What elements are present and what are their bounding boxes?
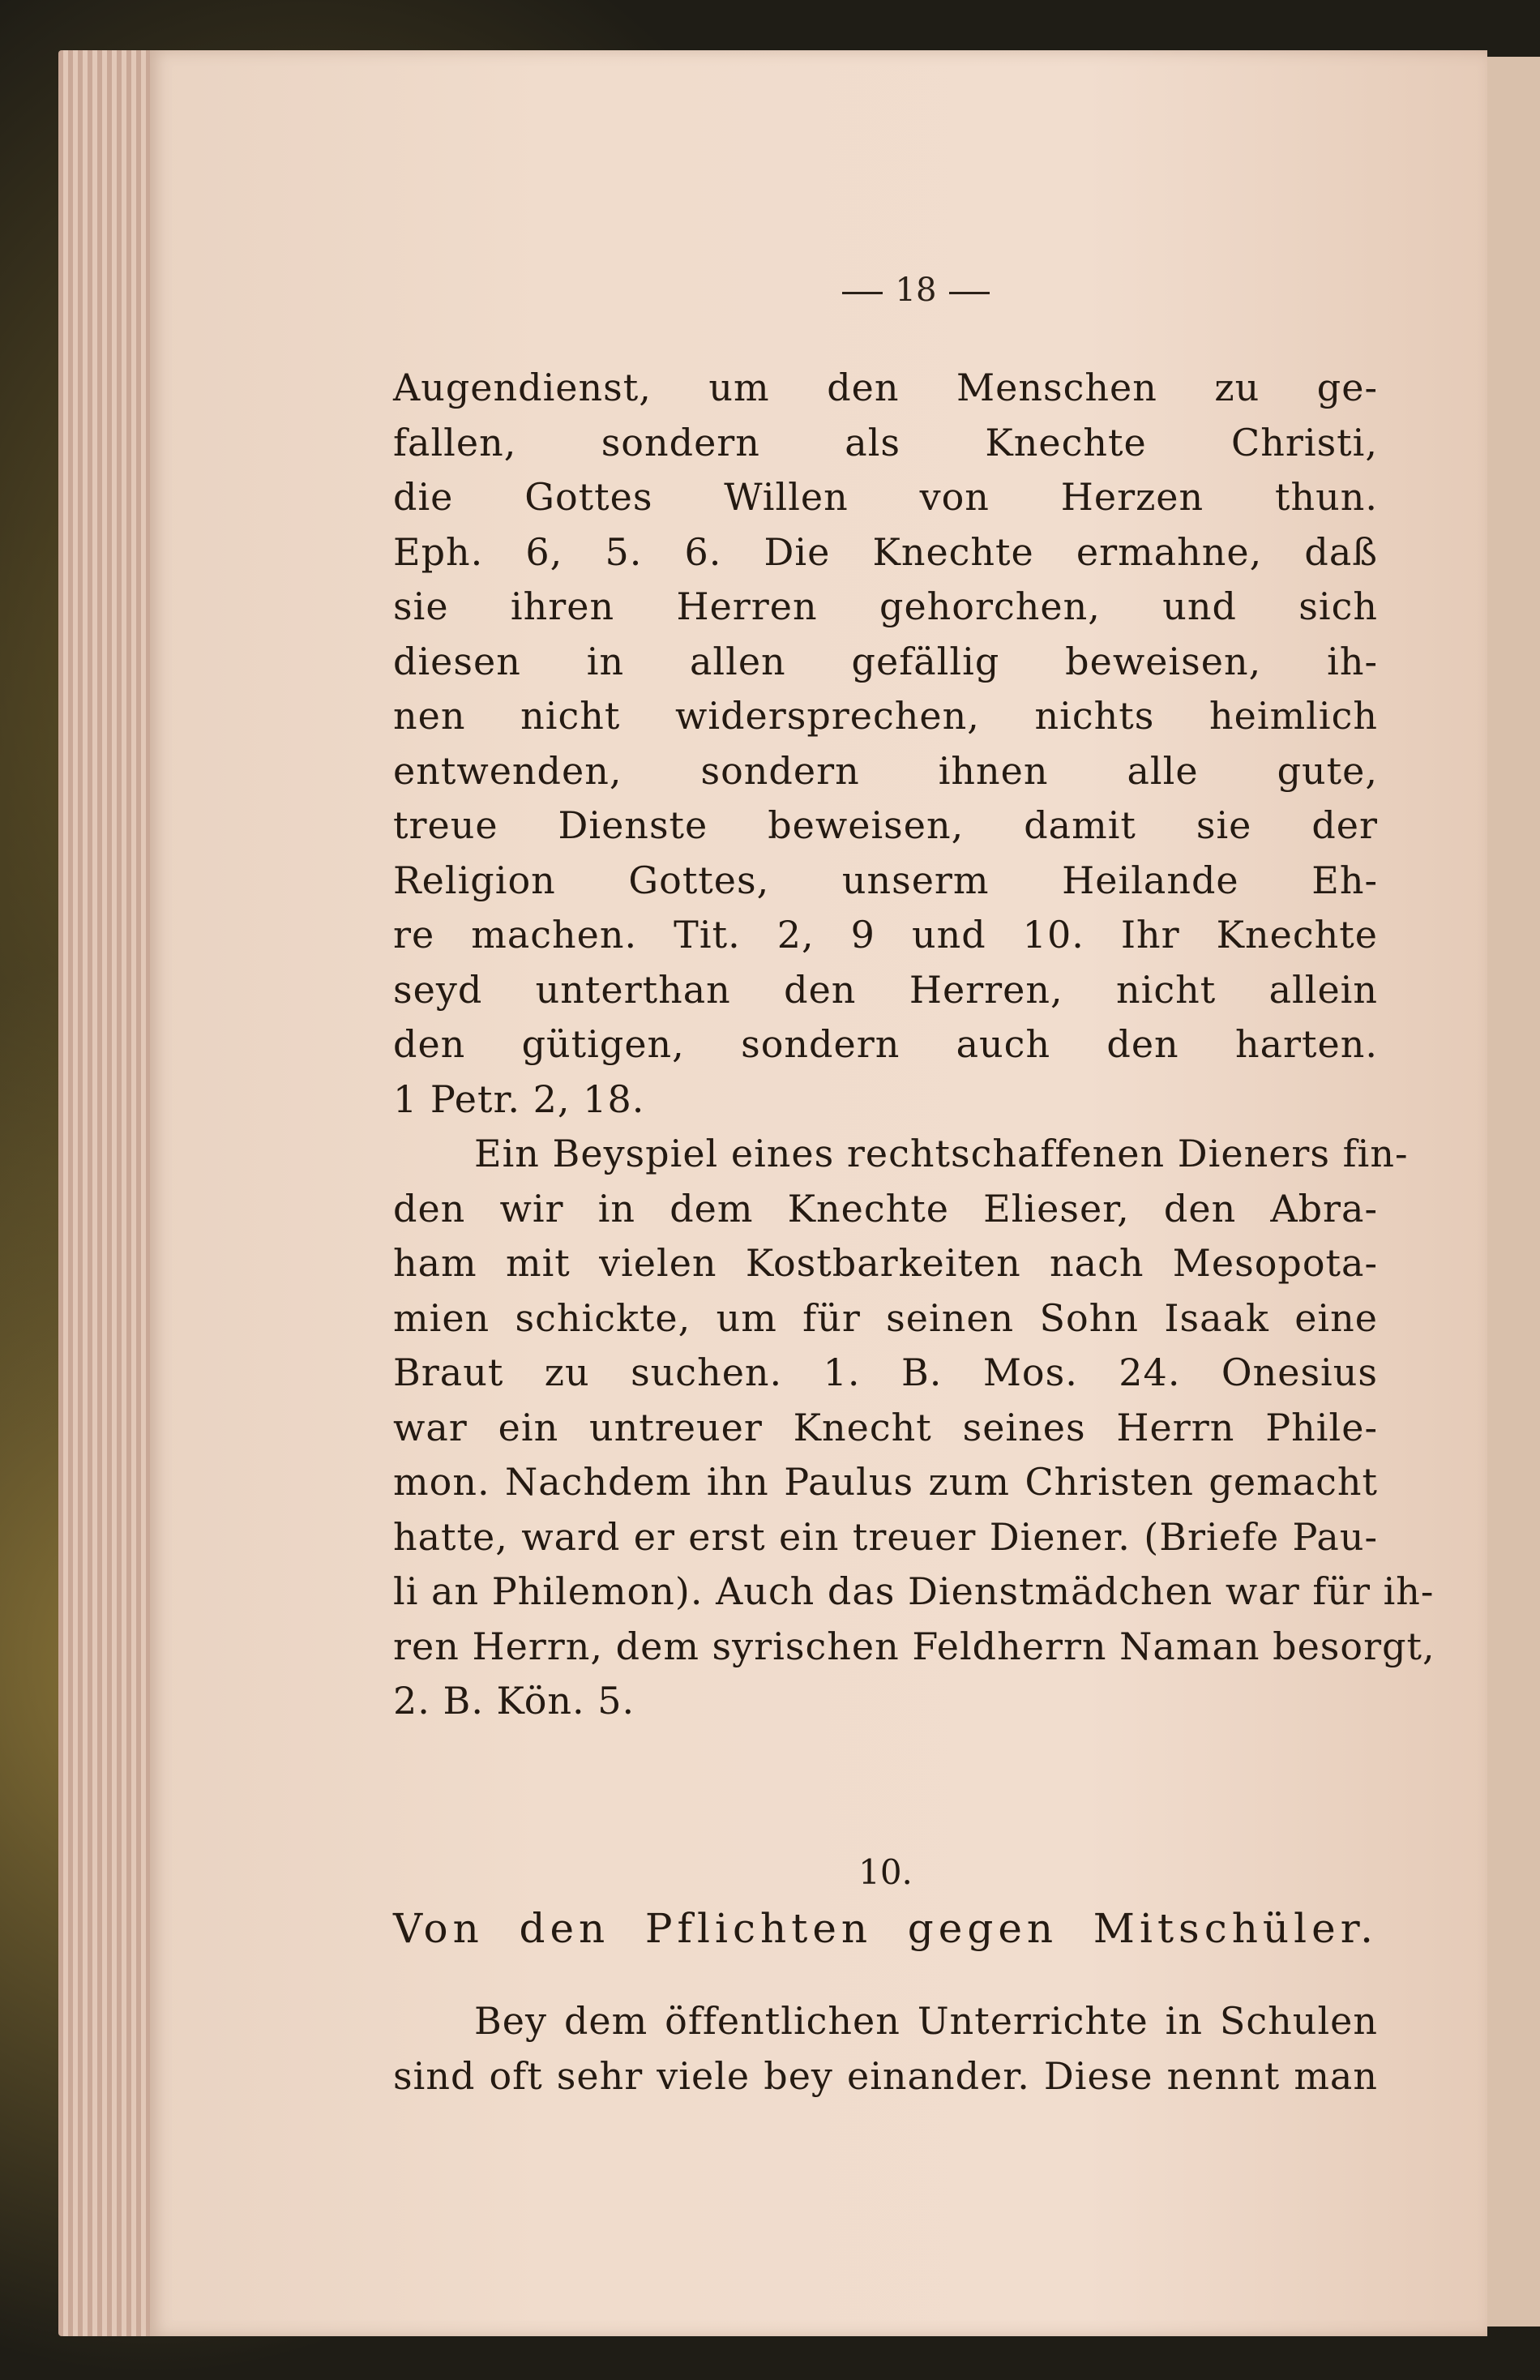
section-number: 10.: [858, 1852, 913, 1892]
text-line: Augendienst, um den Menschen zu ge-: [393, 366, 1378, 409]
text-line: Braut zu suchen. 1. B. Mos. 24. Onesius: [393, 1351, 1378, 1394]
text-line: die Gottes Willen von Herzen thun.: [393, 475, 1378, 519]
facing-page-edge: [1483, 57, 1540, 2326]
text-line: seyd unterthan den Herren, nicht allein: [393, 967, 1378, 1012]
page-number-dash-right: [949, 292, 990, 294]
text-line: ren Herrn, dem syrischen Feldherrn Naman besorgt,: [393, 1624, 1435, 1668]
page-number: [794, 272, 1037, 309]
main-text: [393, 361, 1435, 1729]
text-line: Bey dem öffentlichen Unterrichte in Schulen: [474, 1999, 1378, 2043]
text-line: entwenden, sondern ihnen alle gute,: [393, 748, 1378, 793]
page-number-value: 18: [895, 272, 937, 309]
text-line: sie ihren Herren gehorchen, und sich: [393, 584, 1378, 628]
text-line: den wir in dem Knechte Elieser, den Abra-: [393, 1186, 1378, 1231]
text-line: ham mit vielen Kostbarkeiten nach Mesopota-: [393, 1241, 1378, 1285]
text-line: hatte, ward er erst ein treuer Diener. (Briefe Pau-: [393, 1514, 1378, 1559]
text-line: den gütigen, sondern auch den harten.: [393, 1022, 1378, 1066]
page-number-dash-left: [842, 292, 883, 294]
text-line: treue Dienste beweisen, damit sie der: [393, 803, 1378, 847]
text-line: diesen in allen gefällig beweisen, ih-: [393, 639, 1378, 683]
text-line: nen nicht widersprechen, nichts heimlich: [393, 694, 1378, 738]
section-text: [393, 1994, 1378, 2104]
text-line: Ein Beyspiel eines rechtschaffenen Dieners fin-: [474, 1132, 1409, 1175]
text-line: 2. B. Kön. 5.: [393, 1679, 635, 1723]
text-line: 1 Petr. 2, 18.: [393, 1077, 645, 1121]
text-line: mien schickte, um für seinen Sohn Isaak eine: [393, 1295, 1378, 1340]
text-line: Religion Gottes, unserm Heilande Eh-: [393, 858, 1378, 902]
text-line: fallen, sondern als Knechte Christi,: [393, 420, 1378, 464]
text-line: sind oft sehr viele bey einander. Diese nennt man: [393, 2053, 1378, 2098]
text-line: li an Philemon). Auch das Dienstmädchen war für ih-: [393, 1569, 1435, 1613]
text-line: war ein untreuer Knecht seines Herrn Phile-: [393, 1405, 1378, 1449]
text-line: mon. Nachdem ihn Paulus zum Christen gemacht: [393, 1460, 1378, 1504]
text-line: re machen. Tit. 2, 9 und 10. Ihr Knechte: [393, 913, 1378, 957]
text-line: Eph. 6, 5. 6. Die Knechte ermahne, daß: [393, 529, 1378, 574]
section-title: Von den Pflichten gegen Mitschüler.: [393, 1905, 1378, 1952]
